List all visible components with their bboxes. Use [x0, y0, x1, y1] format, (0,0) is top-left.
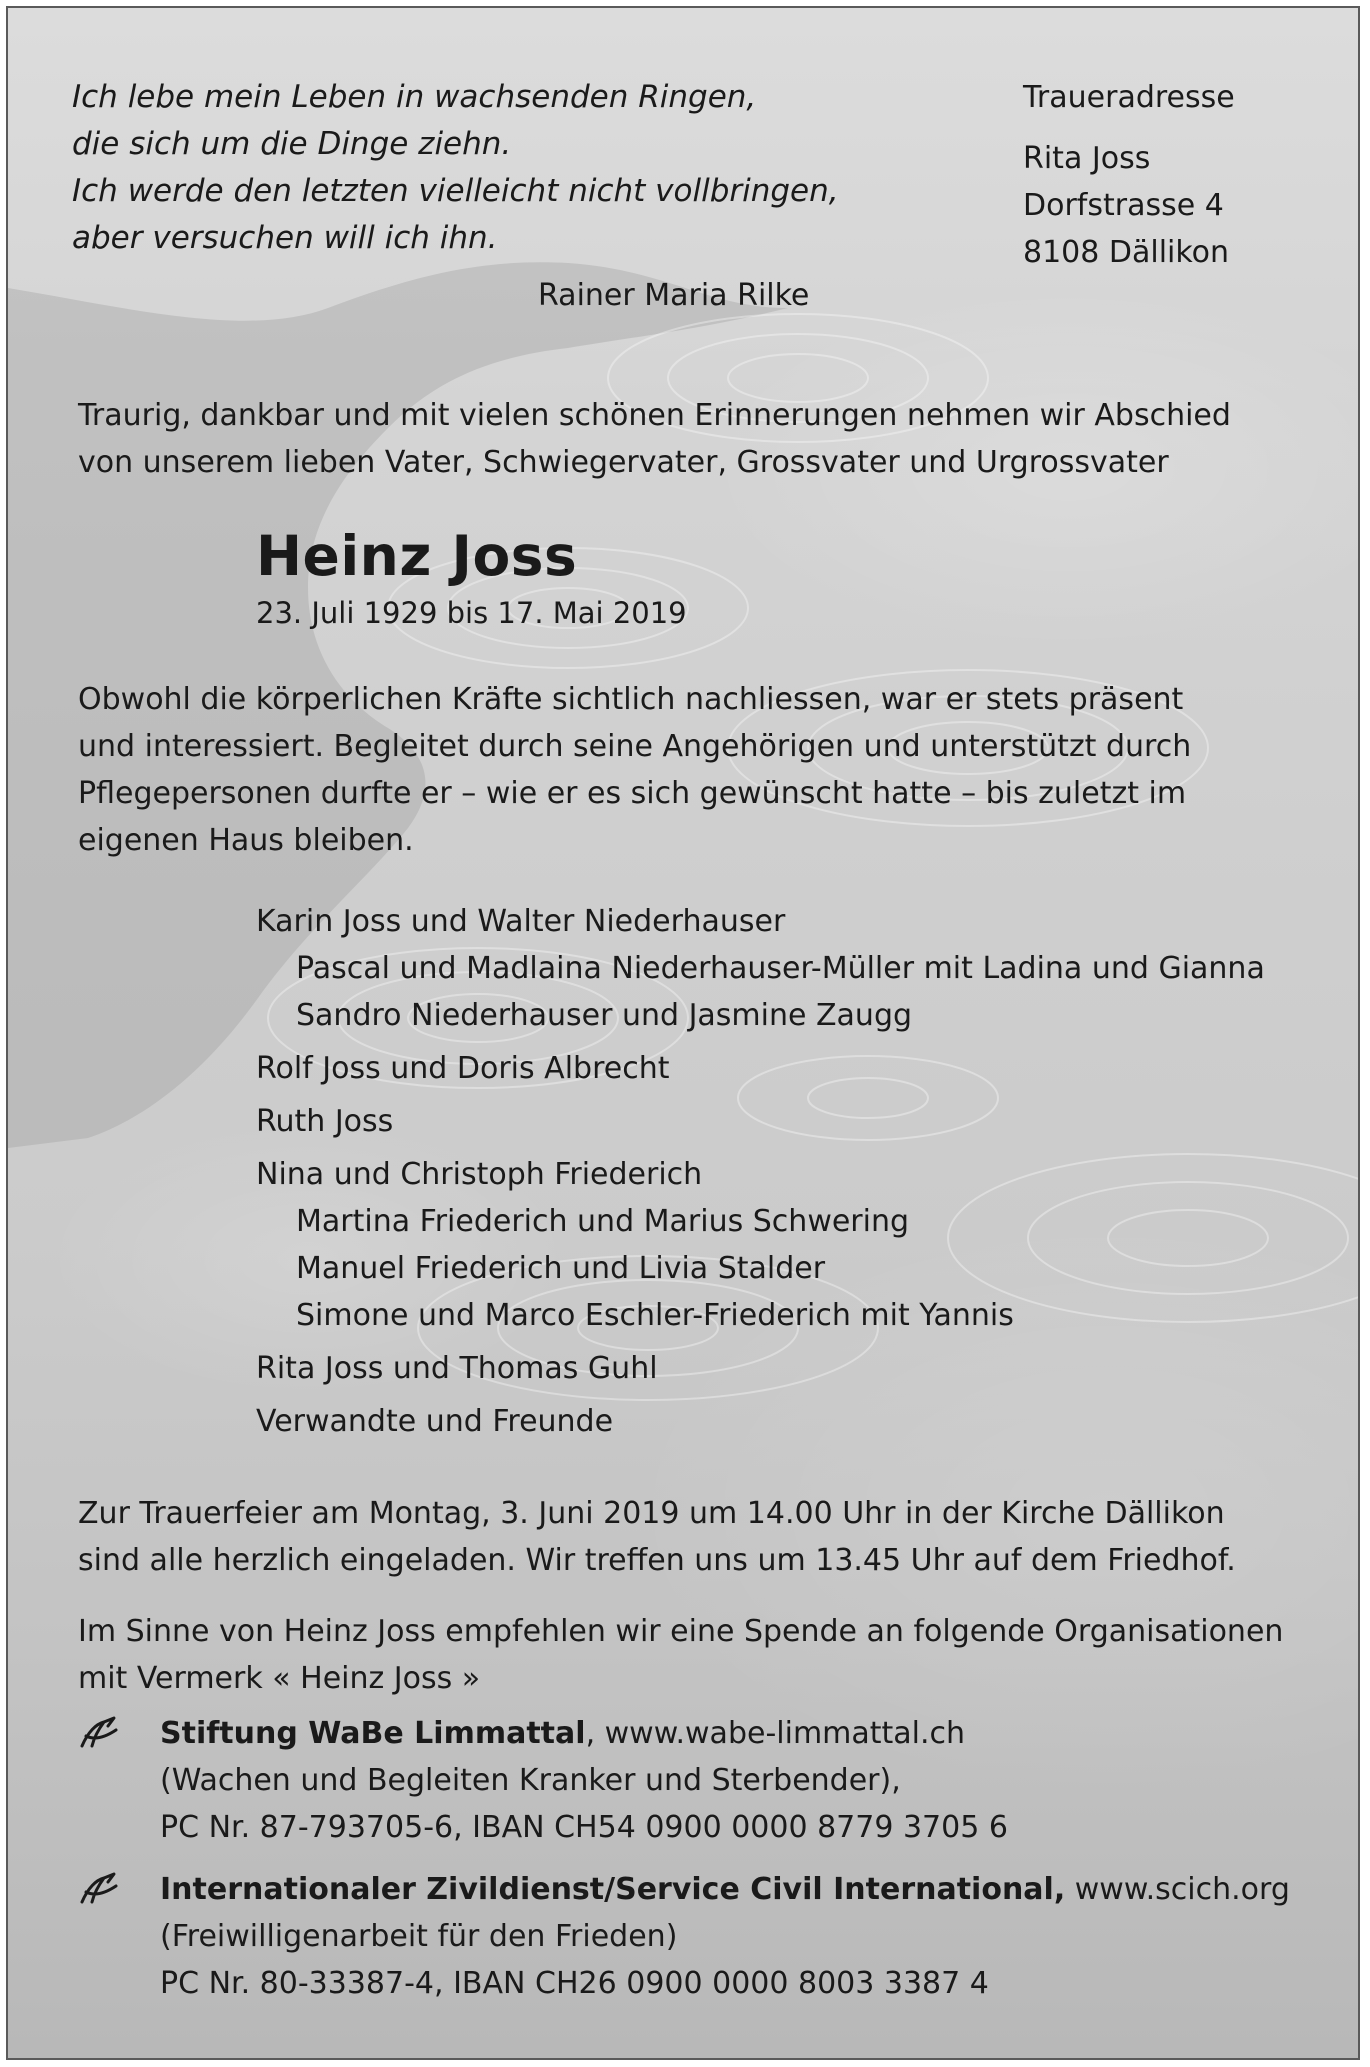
paragraph-line: und interessiert. Begleitet durch seine Angehörigen und unterstützt durch	[78, 729, 1192, 764]
deceased-name: Heinz Joss	[256, 524, 578, 588]
poem-author: Rainer Maria Rilke	[538, 278, 810, 313]
address-city: 8108 Dällikon	[1023, 235, 1230, 270]
address-name: Rita Joss	[1023, 141, 1151, 176]
family-list	[256, 898, 1265, 1445]
poem-line: aber versuchen will ich ihn.	[72, 220, 498, 256]
obituary-notice	[6, 6, 1360, 2060]
poem	[72, 74, 839, 262]
service-line: sind alle herzlich eingeladen. Wir treffen uns um 13.45 Uhr auf dem Friedhof.	[78, 1543, 1236, 1578]
paragraph-line: Obwohl die körperlichen Kräfte sichtlich nachliessen, war er stets präsent	[78, 682, 1184, 717]
intro-line: Traurig, dankbar und mit vielen schönen Erinnerungen nehmen wir Abschied	[78, 398, 1231, 433]
family-member: Martina Friederich und Marius Schwering	[296, 1204, 910, 1239]
organization-bank: PC Nr. 87-793705-6, IBAN CH54 0900 0000 8779 3705 6	[160, 1810, 1008, 1845]
poem-line: Ich lebe mein Leben in wachsenden Ringen,	[72, 79, 757, 115]
life-dates: 23. Juli 1929 bis 17. Mai 2019	[256, 596, 687, 630]
pen-icon	[78, 1872, 120, 1906]
organization-detail: (Wachen und Begleiten Kranker und Sterbender),	[160, 1763, 901, 1798]
organization-website: , www.wabe-limmattal.ch	[585, 1716, 966, 1751]
address-street: Dorfstrasse 4	[1023, 188, 1224, 223]
paragraph-line: Pflegepersonen durfte er – wie er es sich gewünscht hatte – bis zuletzt im	[78, 776, 1187, 811]
family-member: Rita Joss und Thomas Guhl	[256, 1351, 658, 1386]
intro-text	[78, 392, 1231, 486]
family-member: Sandro Niederhauser und Jasmine Zaugg	[296, 998, 913, 1033]
donation-intro	[78, 1608, 1283, 1702]
family-member: Karin Joss und Walter Niederhauser	[256, 904, 786, 939]
address-heading: Traueradresse	[1023, 80, 1235, 115]
family-member: Ruth Joss	[256, 1104, 394, 1139]
poem-line: die sich um die Dinge ziehn.	[72, 126, 512, 162]
family-member: Nina und Christoph Friederich	[256, 1157, 703, 1192]
family-member: Manuel Friederich und Livia Stalder	[296, 1251, 826, 1286]
family-member: Pascal und Madlaina Niederhauser-Müller mit Ladina und Gianna	[296, 951, 1265, 986]
service-line: Zur Trauerfeier am Montag, 3. Juni 2019 um 14.00 Uhr in der Kirche Dällikon	[78, 1496, 1225, 1531]
donation-line: mit Vermerk « Heinz Joss »	[78, 1661, 481, 1696]
organization-website: www.scich.org	[1065, 1872, 1290, 1907]
family-member: Rolf Joss und Doris Albrecht	[256, 1051, 670, 1086]
tribute-paragraph	[78, 676, 1191, 864]
family-member: Simone und Marco Eschler-Friederich mit Yannis	[296, 1298, 1014, 1333]
family-member: Verwandte und Freunde	[256, 1404, 614, 1439]
organization-name: Internationaler Zivildienst/Service Civil International,	[160, 1872, 1066, 1907]
intro-line: von unserem lieben Vater, Schwiegervater, Grossvater und Urgrossvater	[78, 445, 1169, 480]
pen-icon	[78, 1716, 120, 1750]
mourning-address	[1023, 74, 1235, 276]
donation-line: Im Sinne von Heinz Joss empfehlen wir eine Spende an folgende Organisationen	[78, 1614, 1284, 1649]
organization-detail: (Freiwilligenarbeit für den Frieden)	[160, 1919, 678, 1954]
paragraph-line: eigenen Haus bleiben.	[78, 823, 414, 858]
organization-bank: PC Nr. 80-33387-4, IBAN CH26 0900 0000 8003 3387 4	[160, 1966, 989, 2001]
poem-line: Ich werde den letzten vielleicht nicht vollbringen,	[72, 173, 839, 209]
organization-name: Stiftung WaBe Limmattal	[160, 1716, 586, 1751]
funeral-service-info	[78, 1490, 1236, 1584]
